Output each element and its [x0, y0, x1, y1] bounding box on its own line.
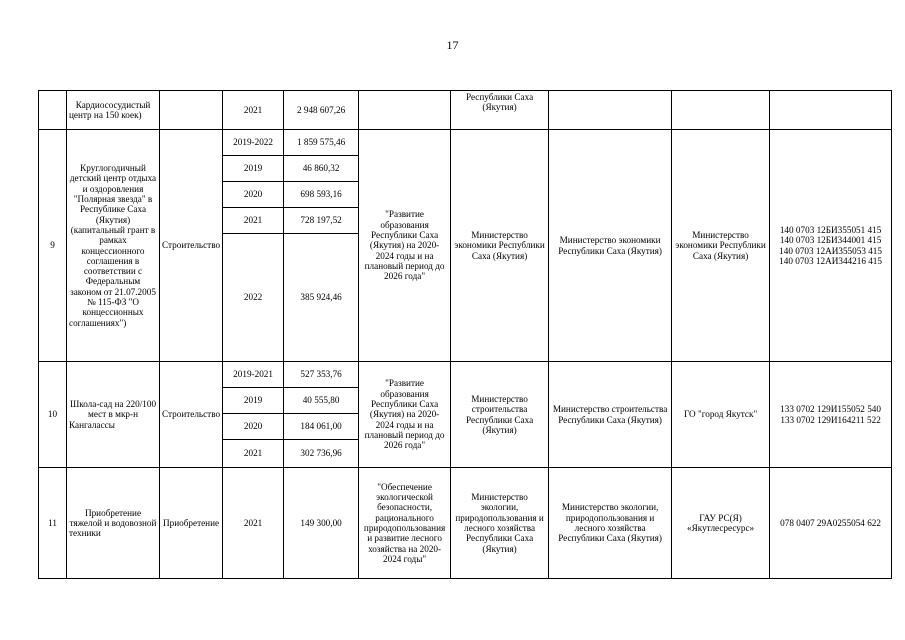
- row-number: 9: [39, 130, 67, 362]
- budget-code: 140 0703 12БИ355051 415 140 0703 12БИ344001 415 140 0703 12АИ355053 415 140 0703 12АИ344216 415: [770, 130, 892, 362]
- year: 2021: [223, 440, 284, 468]
- year: 2020: [223, 414, 284, 440]
- amount: 302 736,96: [284, 440, 359, 468]
- budget-code: 078 0407 29А0255054 622: [770, 468, 892, 579]
- table-row-continued: [39, 91, 892, 130]
- main-manager: Министерство экологии, природопользования и лесного хозяйства Республики Саха (Якутия): [549, 468, 672, 579]
- main-manager: [549, 91, 672, 130]
- state-program: "Развитие образования Республики Саха (Якутия) на 2020-2024 годы и на плановый период до 2026 года": [359, 130, 451, 362]
- amount: 149 300,00: [284, 468, 359, 579]
- row-number: 10: [39, 362, 67, 468]
- object-name: Кардиососудистый центр на 150 коек): [67, 91, 160, 130]
- work-type: Строительство: [160, 130, 223, 362]
- object-name: Школа-сад на 220/100 мест в мкр-н Кангалассы: [67, 362, 160, 468]
- amount: 184 061,00: [284, 414, 359, 440]
- customer: Республики Саха (Якутия): [451, 91, 549, 130]
- row-number: [39, 91, 67, 130]
- year: 2021: [223, 208, 284, 234]
- budget-code: [770, 91, 892, 130]
- year: 2022: [223, 234, 284, 362]
- developer: ГО "город Якутск": [672, 362, 770, 468]
- year: 2021: [223, 468, 284, 579]
- table-row: [39, 130, 892, 156]
- year: 2019-2021: [223, 362, 284, 388]
- table-row: [39, 468, 892, 579]
- amount: 2 948 607,26: [284, 91, 359, 130]
- developer: Министерство экономики Республики Саха (Якутия): [672, 130, 770, 362]
- work-type: Строительство: [160, 362, 223, 468]
- budget-code: 133 0702 129И155052 540 133 0702 129И164211 522: [770, 362, 892, 468]
- main-manager: Министерство экономики Республики Саха (Якутия): [549, 130, 672, 362]
- work-type: [160, 91, 223, 130]
- year: 2019-2022: [223, 130, 284, 156]
- year: 2021: [223, 91, 284, 130]
- amount: 698 593,16: [284, 182, 359, 208]
- amount: 385 924,46: [284, 234, 359, 362]
- customer: Министерство экономики Республики Саха (Якутия): [451, 130, 549, 362]
- customer: Министерство экологии, природопользования и лесного хозяйства Республики Саха (Якутия): [451, 468, 549, 579]
- object-name: Приобретение тяжелой и водовозной техники: [67, 468, 160, 579]
- table-row: [39, 362, 892, 388]
- investment-objects-table: [38, 90, 892, 579]
- main-manager: Министерство строительства Республики Саха (Якутия): [549, 362, 672, 468]
- amount: 46 860,32: [284, 156, 359, 182]
- year: 2019: [223, 388, 284, 414]
- state-program: "Обеспечение экологической безопасности, рационального природопользования и развитие лесного хозяйства на 2020-2024 годы": [359, 468, 451, 579]
- year: 2019: [223, 156, 284, 182]
- year: 2020: [223, 182, 284, 208]
- amount: 527 353,76: [284, 362, 359, 388]
- row-number: 11: [39, 468, 67, 579]
- page-number: 17: [446, 38, 459, 52]
- object-name: Круглогодичный детский центр отдыха и оздоровления "Полярная звезда" в Республике Саха (Якутия) (капитальный грант в рамках концессионного соглашения в соответствии с Федеральным законом от 21.07.2005 № 115-ФЗ "О концессионных соглашениях"): [67, 130, 160, 362]
- state-program: [359, 91, 451, 130]
- amount: 728 197,52: [284, 208, 359, 234]
- customer: Министерство строительства Республики Саха (Якутия): [451, 362, 549, 468]
- state-program: "Развитие образования Республики Саха (Якутия) на 2020-2024 годы и на плановый период до 2026 года": [359, 362, 451, 468]
- amount: 1 859 575,46: [284, 130, 359, 156]
- work-type: Приобретение: [160, 468, 223, 579]
- developer: ГАУ РС(Я) «Якутлесресурс»: [672, 468, 770, 579]
- developer: [672, 91, 770, 130]
- amount: 40 555,80: [284, 388, 359, 414]
